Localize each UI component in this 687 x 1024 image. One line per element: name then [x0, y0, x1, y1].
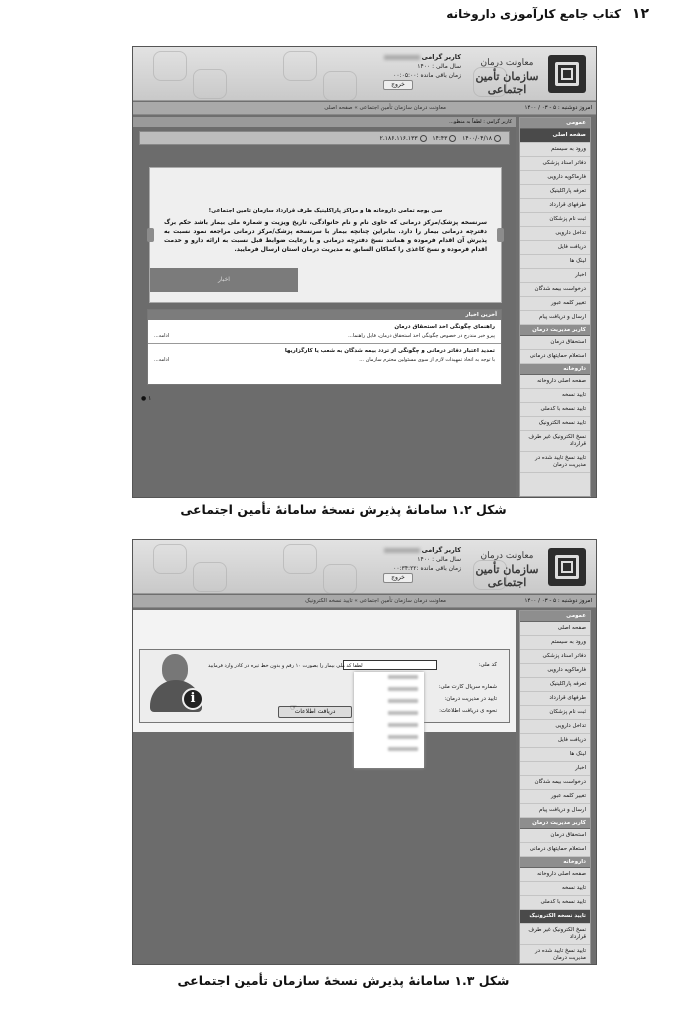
sidebar-item[interactable]: دفاتر اسناد پزشکی [520, 157, 590, 171]
site-banner [133, 540, 596, 594]
sidebar-item[interactable]: اخبار [520, 269, 590, 283]
sidebar-item[interactable]: فارماکوپه دارویی [520, 664, 590, 678]
slider-next-button[interactable] [497, 228, 504, 242]
sidebar-item[interactable]: تایید نسخه [520, 389, 590, 403]
sidebar-section-header[interactable]: داروخانه [520, 364, 590, 375]
screenshot-home [132, 46, 597, 498]
main-content [133, 117, 516, 497]
org-logo-icon [548, 55, 586, 93]
sidebar-section-header[interactable]: داروخانه [520, 857, 590, 868]
user-info: کاربر گرامی سال مالی : ۱۴۰۰ زمان باقی مانده :۰۰:۳۴:۲۲ [361, 546, 461, 573]
notice-title: سی بوجه تمامی داروخانه ها و مراکز پاراکلینیک طرف قرارداد سازمان تامین اجتماعی! [208, 208, 443, 214]
news-button[interactable]: اخبار [150, 268, 298, 292]
figure-caption: شکل ۱.۳ سامانهٔ پذیرش نسخهٔ سازمان تأمین اجتماعی [177, 973, 510, 988]
sidebar-item[interactable]: صفحه اصلی [520, 129, 590, 143]
sidebar-item[interactable]: ثبت نام پزشکان [520, 706, 590, 720]
sidebar-item[interactable]: لینک ها [520, 748, 590, 762]
dropdown-option[interactable] [354, 708, 424, 720]
site-banner [133, 47, 596, 101]
sidebar-item[interactable]: درخواست بیمه شدگان [520, 776, 590, 790]
read-more-link[interactable]: ادامه... [154, 357, 170, 363]
clock-icon [449, 135, 456, 142]
sidebar-item[interactable]: تعرفه پاراکلینیک [520, 185, 590, 199]
cursor-icon: ☞ [290, 703, 298, 712]
sidebar-item[interactable]: ارسال و دریافت پیام [520, 311, 590, 325]
breadcrumb[interactable]: معاونت درمان سازمان تأمین اجتماعی » صفحه اصلی [324, 105, 446, 111]
role-strip: کاربر گرامی : لطفاً به منظو... [133, 117, 516, 127]
sidebar-item[interactable]: طرفهای قرارداد [520, 692, 590, 706]
logout-button[interactable]: خروج [383, 573, 413, 583]
sidebar-item[interactable]: تداخل دارویی [520, 227, 590, 241]
dropdown-option[interactable] [354, 684, 424, 696]
sidebar-section-header[interactable]: عمومی [520, 611, 590, 622]
session-info: ۱۴۰۰/۰۴/۱۸ ۱۴:۴۳ ۲.۱۸۶.۱۱۶.۱۳۳ [139, 131, 510, 145]
sidebar-item[interactable]: ورود به سیستم [520, 636, 590, 650]
notice-body: سرنسخه پزشک/مرکز درمانی که حاوی نام و نام خانوادگی، تاریخ ویزیت و شماره ملی بیمار باشد حکم برگ دفترچه درمانی بیمار را دارد. بنابراین چنانچه بیمار با سرنسخه پزشک/مرکز درمانی مراجعه نمود نسبت به پذیرش آن اقدام فرموده و همانند نسخ دفترچه درمانی و با رعایت ضوابط قبل نسبت به ارائه دارو و خدمت اقدام فرموده و نسخ کاغذی را کماکان السابق به مدیریت درمان استان ارسال فرمایید. [164, 219, 487, 253]
dropdown-option[interactable] [354, 672, 424, 684]
sidebar-item[interactable]: تداخل دارویی [520, 720, 590, 734]
sidebar-item[interactable]: تایید نسخ تایید شده در مدیریت درمان [520, 945, 590, 965]
sidebar-menu [519, 610, 591, 964]
autocomplete-dropdown[interactable] [354, 672, 424, 768]
breadcrumb-bar [133, 102, 596, 115]
main-content [133, 610, 516, 964]
dropdown-option[interactable] [354, 732, 424, 744]
sidebar-item[interactable]: تایید نسخه با کدملی [520, 896, 590, 910]
method-label: نحوه ی دریافت اطلاعات: [439, 708, 497, 714]
sidebar-item[interactable]: اخبار [520, 762, 590, 776]
sidebar-item[interactable]: فارماکوپه دارویی [520, 171, 590, 185]
sidebar-item[interactable]: تایید نسخه الکترونیک [520, 910, 590, 924]
sidebar-item[interactable]: صفحه اصلی داروخانه [520, 868, 590, 882]
sidebar-item[interactable]: ارسال و دریافت پیام [520, 804, 590, 818]
sidebar-item[interactable]: صفحه اصلی [520, 622, 590, 636]
sidebar-item[interactable]: دریافت فایل [520, 734, 590, 748]
breadcrumb[interactable]: معاونت درمان سازمان تأمین اجتماعی » تایید نسخه الکترونیک [305, 598, 446, 604]
news-item-desc: با توجه به اتخاذ تمهیدات لازم از سوی مسئولین محترم سازمان ... ادامه... [154, 357, 495, 363]
sidebar-item[interactable]: تغییر کلمه عبور [520, 297, 590, 311]
dropdown-option[interactable] [354, 696, 424, 708]
form-area [133, 610, 516, 732]
sidebar-menu [519, 117, 591, 497]
sidebar-item[interactable]: نسخ الکترونیک غیر طرف قرارداد [520, 924, 590, 945]
screenshot-eprescription [132, 539, 597, 965]
today-date: امروز دوشنبه : ۵ - ۰۳ / ۱۴۰۰ [524, 105, 592, 111]
patient-form [139, 649, 510, 723]
dropdown-option[interactable] [354, 720, 424, 732]
card-serial-label: شماره سریال کارت ملی: [438, 684, 497, 690]
book-title: کتاب جامع کارآموزی داروخانه [446, 7, 621, 21]
sidebar-item[interactable]: طرفهای قرارداد [520, 199, 590, 213]
news-header: آخرین اخبار [148, 310, 501, 320]
sidebar-item[interactable]: استحقاق درمان [520, 336, 590, 350]
sidebar-item[interactable]: دریافت فایل [520, 241, 590, 255]
sidebar-section-header[interactable]: عمومی [520, 118, 590, 129]
sidebar-item[interactable]: ورود به سیستم [520, 143, 590, 157]
fetch-info-button[interactable]: دریافت اطلاعات [278, 706, 352, 718]
dropdown-option[interactable] [354, 744, 424, 756]
sidebar-section-header[interactable]: کاربر مدیریت درمان [520, 818, 590, 829]
figure-caption: شکل ۱.۲ سامانهٔ پذیرش نسخهٔ سامانهٔ تأمین اجتماعی [180, 502, 507, 517]
sidebar-item[interactable]: استحقاق درمان [520, 829, 590, 843]
sidebar-item[interactable]: تایید نسخ تایید شده در مدیریت درمان [520, 452, 590, 473]
logout-button[interactable]: خروج [383, 80, 413, 90]
sidebar-section-header[interactable]: کاربر مدیریت درمان [520, 325, 590, 336]
globe-icon [420, 135, 427, 142]
sidebar-item[interactable]: تایید نسخه [520, 882, 590, 896]
sidebar-item[interactable]: لینک ها [520, 255, 590, 269]
today-date: امروز دوشنبه : ۵ - ۰۳ / ۱۴۰۰ [524, 598, 592, 604]
calendar-icon [494, 135, 501, 142]
sidebar-item[interactable]: نسخ الکترونیک غیر طرف قرارداد [520, 431, 590, 452]
user-info: کاربر گرامی سال مالی : ۱۴۰۰ زمان باقی مانده :۰۰:۰۵:۰۰ [361, 53, 461, 80]
org-logo-icon [548, 548, 586, 586]
pager[interactable]: ● ۱ [141, 395, 152, 402]
approve-label: تایید در مدیریت درمان: [444, 696, 497, 702]
org-title: معاونت درمان سازمان تأمین اجتماعی [475, 58, 539, 96]
sidebar-item[interactable]: تایید نسخه با کدملی [520, 403, 590, 417]
sidebar-item[interactable]: استعلام حمایتهای درمانی [520, 350, 590, 364]
sidebar-item[interactable]: صفحه اصلی داروخانه [520, 375, 590, 389]
page-header [40, 6, 649, 26]
news-item-title[interactable]: راهنمای چگونگی اخذ استحقاق درمان [394, 324, 495, 330]
sidebar-item[interactable]: تایید نسخه الکترونیک [520, 417, 590, 431]
national-code-label: کد ملی: [478, 662, 497, 668]
sidebar-item[interactable]: درخواست بیمه شدگان [520, 283, 590, 297]
sidebar-item[interactable]: تغییر کلمه عبور [520, 790, 590, 804]
page-number: ۱۲ [631, 6, 649, 22]
read-more-link[interactable]: ادامه... [154, 333, 170, 339]
breadcrumb-bar [133, 595, 596, 608]
sidebar-item[interactable]: تعرفه پاراکلینیک [520, 678, 590, 692]
news-item-title[interactable]: تمدید اعتبار دفاتر درمانی و چگونگی از تردد بیمه شدگان به شعب یا کارگزاریها [284, 348, 495, 354]
org-title: معاونت درمان سازمان تأمین اجتماعی [475, 551, 539, 589]
news-item-desc: پیرو خبر مندرج در خصوص چگونگی اخذ استحقاق درمان، فایل راهنما... ادامه... [148, 330, 501, 344]
national-code-hint: لطفا کد ملی بیمار را بصورت ۱۰ رقم و بدون خط تیره در کادر وارد فرمایید [208, 663, 363, 669]
sidebar-item[interactable]: ثبت نام پزشکان [520, 213, 590, 227]
sidebar-item[interactable]: استعلام حمایتهای درمانی [520, 843, 590, 857]
slider-prev-button[interactable] [147, 228, 154, 242]
notice-slider [149, 167, 502, 303]
user-info-icon: i [148, 654, 204, 714]
sidebar-item[interactable]: دفاتر اسناد پزشکی [520, 650, 590, 664]
latest-news [147, 309, 502, 385]
